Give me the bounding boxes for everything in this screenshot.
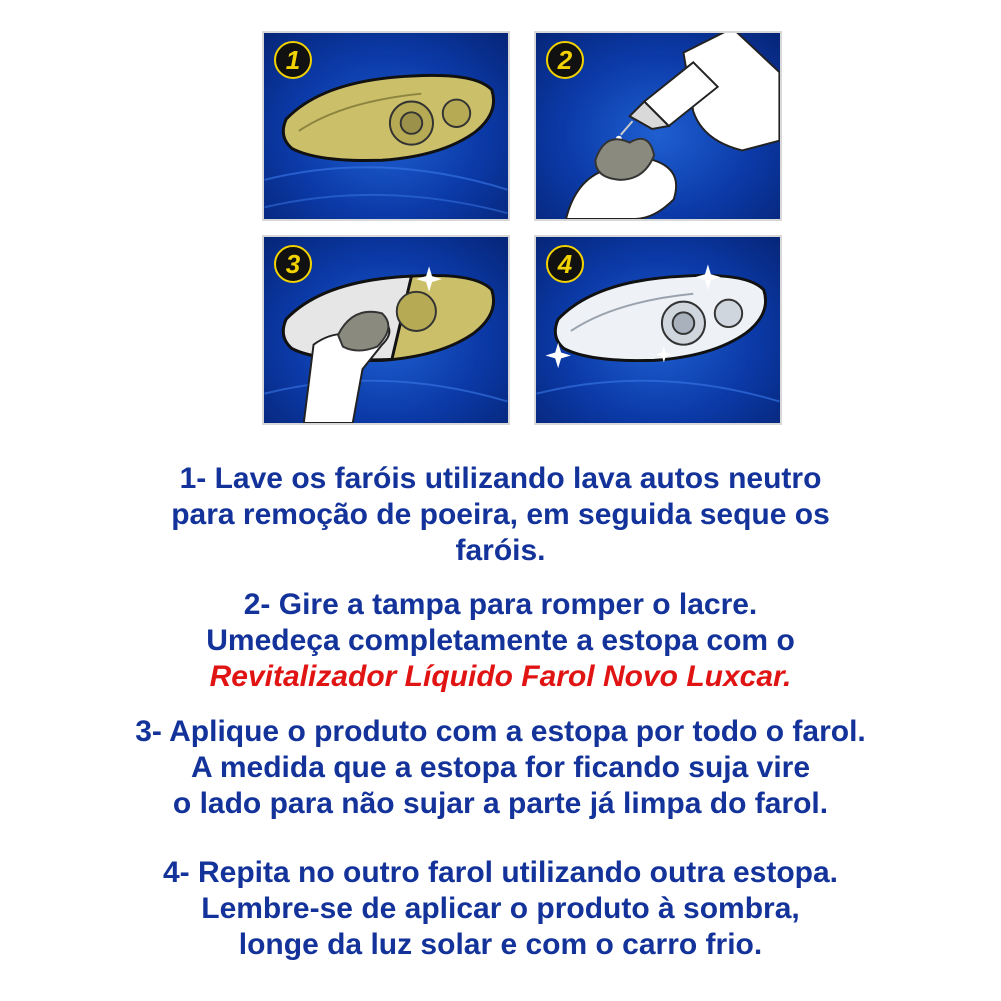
product-name: Revitalizador Líquido Farol Novo Luxcar. [209, 660, 792, 693]
step-3-line-1: 3- Aplique o produto com a estopa por todo o farol. [135, 715, 866, 748]
step-3-line-2: A medida que a estopa for ficando suja vire [190, 751, 811, 784]
step-4-line-3: longe da luz solar e com o carro frio. [238, 928, 763, 961]
step-number-badge: 3 [274, 245, 312, 283]
step-3-instructions [0, 714, 1001, 822]
step-4-illustration [534, 235, 782, 425]
step-2-line-2: Umedeça completamente a estopa com o [206, 624, 795, 657]
step-4-instructions [0, 855, 1001, 963]
step-1-line-1: 1- Lave os faróis utilizando lava autos neutro [179, 462, 822, 495]
step-3-line-3: o lado para não sujar a parte já limpa do farol. [172, 787, 829, 820]
step-1-line-2: para remoção de poeira, em seguida seque os [171, 498, 830, 531]
step-number-badge: 2 [546, 41, 584, 79]
step-number-badge: 4 [546, 245, 584, 283]
step-number-badge: 1 [274, 41, 312, 79]
step-4-line-1: 4- Repita no outro farol utilizando outra estopa. [162, 856, 838, 889]
step-2-illustration [534, 31, 782, 221]
step-2-line-1: 2- Gire a tampa para romper o lacre. [243, 588, 758, 621]
step-4-line-2: Lembre-se de aplicar o produto à sombra, [201, 892, 800, 925]
step-1-illustration [262, 31, 510, 221]
step-1-line-3: faróis. [455, 534, 546, 567]
step-1-instructions [0, 461, 1001, 569]
step-3-illustration [262, 235, 510, 425]
step-2-instructions [0, 587, 1001, 695]
